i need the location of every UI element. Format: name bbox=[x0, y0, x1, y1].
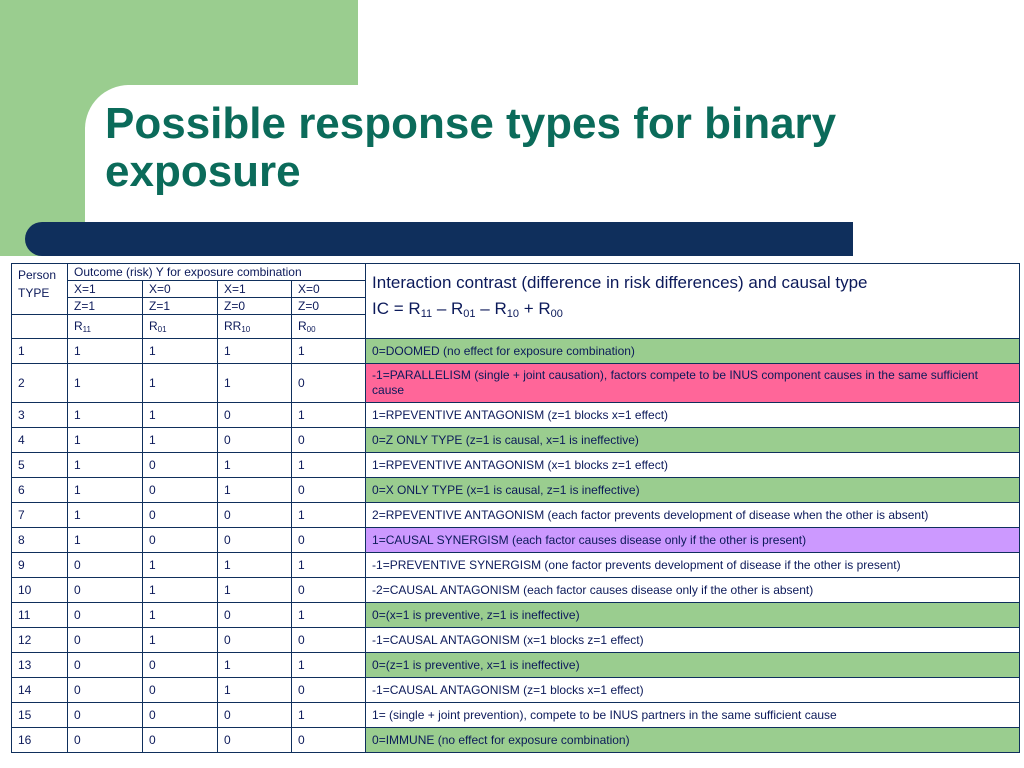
risk-r10-cell: 0 bbox=[218, 503, 292, 528]
risk-r00-cell: 1 bbox=[292, 703, 366, 728]
table-row bbox=[12, 703, 1020, 728]
risk-r00-cell: 1 bbox=[292, 453, 366, 478]
risk-r11-cell: 1 bbox=[68, 453, 143, 478]
person-type-cell: 6 bbox=[12, 478, 68, 503]
table-row bbox=[12, 364, 1020, 403]
risk-r00-cell: 1 bbox=[292, 403, 366, 428]
risk-r11-cell: 1 bbox=[68, 528, 143, 553]
risk-r00-cell: 1 bbox=[292, 339, 366, 364]
risk-r11-cell: 0 bbox=[68, 553, 143, 578]
causal-type-cell: 0=DOOMED (no effect for exposure combination) bbox=[366, 339, 1020, 364]
causal-type-cell: 0=(z=1 is preventive, x=1 is ineffective) bbox=[366, 653, 1020, 678]
table-row bbox=[12, 339, 1020, 364]
table-row bbox=[12, 678, 1020, 703]
decorative-navy-bar bbox=[25, 222, 853, 256]
causal-type-cell: -1=PREVENTIVE SYNERGISM (one factor prevents development of disease if the other is present) bbox=[366, 553, 1020, 578]
causal-type-cell: -1=CAUSAL ANTAGONISM (x=1 blocks z=1 effect) bbox=[366, 628, 1020, 653]
risk-r01-cell: 1 bbox=[143, 364, 218, 403]
risk-r00-cell: 0 bbox=[292, 728, 366, 753]
z-value-header: Z=0 bbox=[292, 298, 366, 315]
risk-r11-cell: 0 bbox=[68, 628, 143, 653]
causal-type-cell: 0=Z ONLY TYPE (z=1 is causal, x=1 is ineffective) bbox=[366, 428, 1020, 453]
person-type-cell: 4 bbox=[12, 428, 68, 453]
table-row bbox=[12, 553, 1020, 578]
causal-type-cell: 2=RPEVENTIVE ANTAGONISM (each factor prevents development of disease when the other is absent) bbox=[366, 503, 1020, 528]
risk-r10-cell: 1 bbox=[218, 578, 292, 603]
risk-r01-cell: 0 bbox=[143, 703, 218, 728]
risk-r11-cell: 1 bbox=[68, 364, 143, 403]
risk-r01-cell: 0 bbox=[143, 478, 218, 503]
risk-r01-cell: 1 bbox=[143, 553, 218, 578]
person-type-cell: 16 bbox=[12, 728, 68, 753]
x-value-header: X=1 bbox=[218, 281, 292, 298]
risk-r00-cell: 0 bbox=[292, 678, 366, 703]
risk-r10-cell: 0 bbox=[218, 403, 292, 428]
risk-r10-cell: 0 bbox=[218, 728, 292, 753]
risk-r11-cell: 0 bbox=[68, 678, 143, 703]
person-type-cell: 7 bbox=[12, 503, 68, 528]
causal-type-cell: 1=RPEVENTIVE ANTAGONISM (x=1 blocks z=1 effect) bbox=[366, 453, 1020, 478]
table-row bbox=[12, 653, 1020, 678]
z-value-header: Z=1 bbox=[68, 298, 143, 315]
risk-r11-cell: 1 bbox=[68, 339, 143, 364]
person-type-cell: 3 bbox=[12, 403, 68, 428]
person-type-cell: 11 bbox=[12, 603, 68, 628]
risk-r10-cell: 0 bbox=[218, 428, 292, 453]
risk-r11-cell: 1 bbox=[68, 428, 143, 453]
interaction-title: Interaction contrast (difference in risk differences) and causal type bbox=[372, 273, 868, 292]
risk-r00-cell: 0 bbox=[292, 578, 366, 603]
risk-r00-cell: 0 bbox=[292, 528, 366, 553]
person-type-cell: 5 bbox=[12, 453, 68, 478]
risk-r10-cell: 1 bbox=[218, 553, 292, 578]
risk-r00-cell: 0 bbox=[292, 478, 366, 503]
risk-r10-cell: 1 bbox=[218, 364, 292, 403]
causal-type-cell: 0=(x=1 is preventive, z=1 is ineffective) bbox=[366, 603, 1020, 628]
risk-r00-cell: 1 bbox=[292, 553, 366, 578]
causal-type-cell: 1=RPEVENTIVE ANTAGONISM (z=1 blocks x=1 effect) bbox=[366, 403, 1020, 428]
risk-r10-cell: 1 bbox=[218, 478, 292, 503]
risk-label-r01: $R_{01}$ bbox=[143, 315, 218, 339]
risk-r00-cell: 0 bbox=[292, 364, 366, 403]
risk-r11-cell: 0 bbox=[68, 653, 143, 678]
risk-label-r10: $RR_{10}$ bbox=[218, 315, 292, 339]
causal-type-cell: 0=IMMUNE (no effect for exposure combination) bbox=[366, 728, 1020, 753]
x-value-header: X=0 bbox=[292, 281, 366, 298]
person-type-cell: 2 bbox=[12, 364, 68, 403]
risk-label-r00: $R_{00}$ bbox=[292, 315, 366, 339]
risk-r01-cell: 0 bbox=[143, 678, 218, 703]
x-value-header: X=1 bbox=[68, 281, 143, 298]
risk-r10-cell: 0 bbox=[218, 528, 292, 553]
risk-r11-cell: 1 bbox=[68, 503, 143, 528]
risk-r01-cell: 0 bbox=[143, 503, 218, 528]
table-row bbox=[12, 628, 1020, 653]
risk-r10-cell: 0 bbox=[218, 703, 292, 728]
risk-r01-cell: 1 bbox=[143, 603, 218, 628]
risk-r00-cell: 0 bbox=[292, 428, 366, 453]
person-type-cell: 10 bbox=[12, 578, 68, 603]
person-type-cell: 15 bbox=[12, 703, 68, 728]
person-type-cell: 12 bbox=[12, 628, 68, 653]
risk-r01-cell: 1 bbox=[143, 339, 218, 364]
risk-r01-cell: 0 bbox=[143, 453, 218, 478]
z-value-header: Z=0 bbox=[218, 298, 292, 315]
response-types-table bbox=[11, 263, 1020, 753]
risk-r11-cell: 0 bbox=[68, 728, 143, 753]
slide-title: Possible response types for binary exposure bbox=[105, 99, 837, 196]
causal-type-cell: 0=X ONLY TYPE (x=1 is causal, z=1 is ineffective) bbox=[366, 478, 1020, 503]
risk-r01-cell: 1 bbox=[143, 403, 218, 428]
causal-type-cell: -1=CAUSAL ANTAGONISM (z=1 blocks x=1 effect) bbox=[366, 678, 1020, 703]
z-value-header: Z=1 bbox=[143, 298, 218, 315]
risk-r11-cell: 0 bbox=[68, 603, 143, 628]
causal-type-cell: 1= (single + joint prevention), compete to be INUS partners in the same sufficient cause bbox=[366, 703, 1020, 728]
table-row bbox=[12, 528, 1020, 553]
risk-r10-cell: 1 bbox=[218, 339, 292, 364]
causal-type-cell: -1=PARALLELISM (single + joint causation), factors compete to be INUS component causes in the same sufficient cause bbox=[366, 364, 1020, 403]
risk-r10-cell: 1 bbox=[218, 678, 292, 703]
table-row bbox=[12, 503, 1020, 528]
risk-r00-cell: 0 bbox=[292, 628, 366, 653]
outcome-header: Outcome (risk) Y for exposure combination bbox=[68, 264, 366, 281]
table-row bbox=[12, 453, 1020, 478]
risk-r11-cell: 1 bbox=[68, 478, 143, 503]
table-row bbox=[12, 728, 1020, 753]
person-type-header bbox=[12, 264, 68, 315]
ic-formula: IC = R11 – R01 – R10 + R00 bbox=[372, 299, 563, 320]
causal-type-cell: -2=CAUSAL ANTAGONISM (each factor causes disease only if the other is absent) bbox=[366, 578, 1020, 603]
person-type-cell: 1 bbox=[12, 339, 68, 364]
risk-r11-cell: 1 bbox=[68, 403, 143, 428]
person-type-cell: 9 bbox=[12, 553, 68, 578]
risk-r10-cell: 1 bbox=[218, 653, 292, 678]
risk-r11-cell: 0 bbox=[68, 578, 143, 603]
person-header-spacer bbox=[12, 315, 68, 339]
person-type-cell: 8 bbox=[12, 528, 68, 553]
risk-r10-cell: 0 bbox=[218, 628, 292, 653]
table-row bbox=[12, 403, 1020, 428]
risk-r01-cell: 0 bbox=[143, 528, 218, 553]
table-row bbox=[12, 578, 1020, 603]
risk-label-r11: $R_{11}$ bbox=[68, 315, 143, 339]
risk-r00-cell: 1 bbox=[292, 603, 366, 628]
risk-r10-cell: 0 bbox=[218, 603, 292, 628]
interaction-contrast-header bbox=[366, 264, 1020, 339]
table-row bbox=[12, 603, 1020, 628]
person-label: Person bbox=[18, 268, 57, 282]
risk-r11-cell: 0 bbox=[68, 703, 143, 728]
table-row bbox=[12, 428, 1020, 453]
type-label: TYPE bbox=[18, 286, 50, 300]
risk-r01-cell: 0 bbox=[143, 728, 218, 753]
person-type-cell: 13 bbox=[12, 653, 68, 678]
risk-r01-cell: 1 bbox=[143, 428, 218, 453]
risk-r10-cell: 1 bbox=[218, 453, 292, 478]
risk-r01-cell: 1 bbox=[143, 628, 218, 653]
risk-r00-cell: 1 bbox=[292, 653, 366, 678]
table-row bbox=[12, 478, 1020, 503]
risk-r01-cell: 0 bbox=[143, 653, 218, 678]
risk-r01-cell: 1 bbox=[143, 578, 218, 603]
causal-type-cell: 1=CAUSAL SYNERGISM (each factor causes disease only if the other is present) bbox=[366, 528, 1020, 553]
risk-r00-cell: 1 bbox=[292, 503, 366, 528]
x-value-header: X=0 bbox=[143, 281, 218, 298]
person-type-cell: 14 bbox=[12, 678, 68, 703]
